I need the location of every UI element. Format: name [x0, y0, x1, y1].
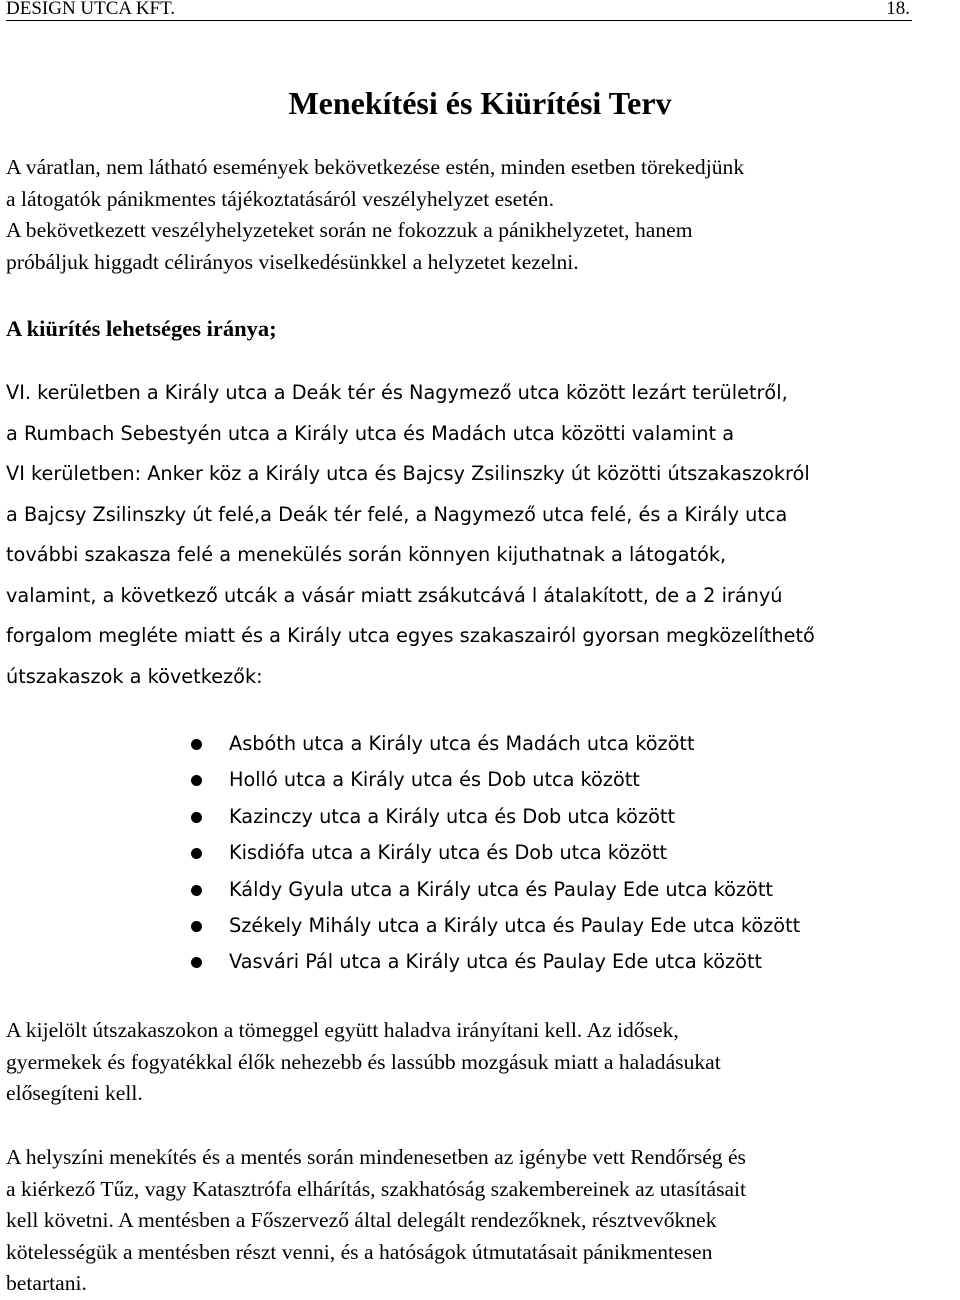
running-header	[6, 0, 912, 21]
closing-line: kell követni. A mentésben a Főszervező által delegált rendezőknek, résztvevőknek	[6, 1208, 717, 1232]
direction-line: útszakaszok a következők:	[6, 664, 263, 688]
guidance-line: A kijelölt útszakaszokon a tömeggel együtt haladva irányítani kell. Az idősek,	[6, 1018, 679, 1042]
bullet-icon	[191, 739, 202, 750]
closing-line: A helyszíni menekítés és a mentés során mindenesetben az igénybe vett Rendőrség és	[6, 1145, 746, 1169]
bullet-icon	[191, 775, 202, 786]
header-page-number: 18.	[886, 0, 910, 19]
direction-line: forgalom megléte miatt és a Király utca egyes szakaszairól gyorsan megközelíthető	[6, 624, 815, 647]
guidance-paragraph	[6, 1015, 954, 1110]
street-text: Asbóth utca a Király utca és Madách utca között	[229, 732, 695, 755]
bullet-icon	[191, 957, 202, 968]
closing-paragraph	[6, 1142, 954, 1300]
bullet-icon	[191, 885, 202, 896]
intro-line: A bekövetkezett veszélyhelyzeteket során ne fokozzuk a pánikhelyzetet, hanem	[6, 218, 693, 242]
guidance-line: elősegíteni kell.	[6, 1081, 143, 1105]
direction-line: VI. kerületben a Király utca a Deák tér és Nagymező utca között lezárt területről,	[6, 381, 788, 404]
street-text: Kazinczy utca a Király utca és Dob utca között	[229, 804, 676, 828]
bullet-icon	[191, 848, 202, 859]
direction-line: a Rumbach Sebestyén utca a Király utca és Madách utca közötti valamint a	[6, 421, 735, 445]
direction-paragraph	[6, 373, 960, 697]
direction-line: valamint, a következő utcák a vásár miatt zsákutcává l átalakított, de a 2 irányú	[6, 583, 783, 607]
street-text: Székely Mihály utca a Király utca és Paulay Ede utca között	[229, 913, 801, 937]
street-text: Holló utca a Király utca és Dob utca között	[229, 768, 640, 792]
closing-line: a kiérkező Tűz, vagy Katasztrófa elhárítás, szakhatóság szakembereinek az utasításait	[6, 1176, 747, 1201]
closing-line: betartani.	[6, 1271, 87, 1295]
direction-line: további szakasza felé a menekülés során könnyen kijuthatnak a látogatók,	[6, 543, 727, 566]
direction-line: VI kerületben: Anker köz a Király utca és Bajcsy Zsilinszky út közötti útszakaszokról	[6, 462, 810, 485]
street-text: Vasvári Pál utca a Király utca és Paulay Ede utca között	[229, 950, 763, 974]
section-subheading: A kiürítés lehetséges iránya;	[6, 316, 277, 341]
intro-line: A váratlan, nem látható események bekövetkezése estén, minden esetben törekedjünk	[6, 155, 745, 179]
intro-line: a látogatók pánikmentes tájékoztatásáról veszélyhelyzet esetén.	[6, 186, 555, 211]
intro-line: próbáljuk higgadt célirányos viselkedésünkkel a helyzetet kezelni.	[6, 249, 579, 274]
document-title: Menekítési és Kiürítési Terv	[288, 85, 672, 121]
intro-paragraph	[6, 152, 954, 278]
bullet-icon	[191, 921, 202, 932]
street-text: Káldy Gyula utca a Király utca és Paulay Ede utca között	[229, 877, 773, 901]
closing-line: kötelességük a mentésben részt venni, és a hatóságok útmutatásait pánikmentesen	[6, 1239, 713, 1264]
street-text: Kisdiófa utca a Király utca és Dob utca között	[229, 841, 668, 865]
direction-line: a Bajcsy Zsilinszky út felé,a Deák tér felé, a Nagymező utca felé, és a Király utca	[6, 502, 788, 526]
bullet-icon	[191, 812, 202, 823]
header-company: DESIGN UTCA KFT.	[6, 0, 176, 19]
guidance-line: gyermekek és fogyatékkal élők nehezebb és lassúbb mozgásuk miatt a haladásukat	[6, 1049, 721, 1074]
